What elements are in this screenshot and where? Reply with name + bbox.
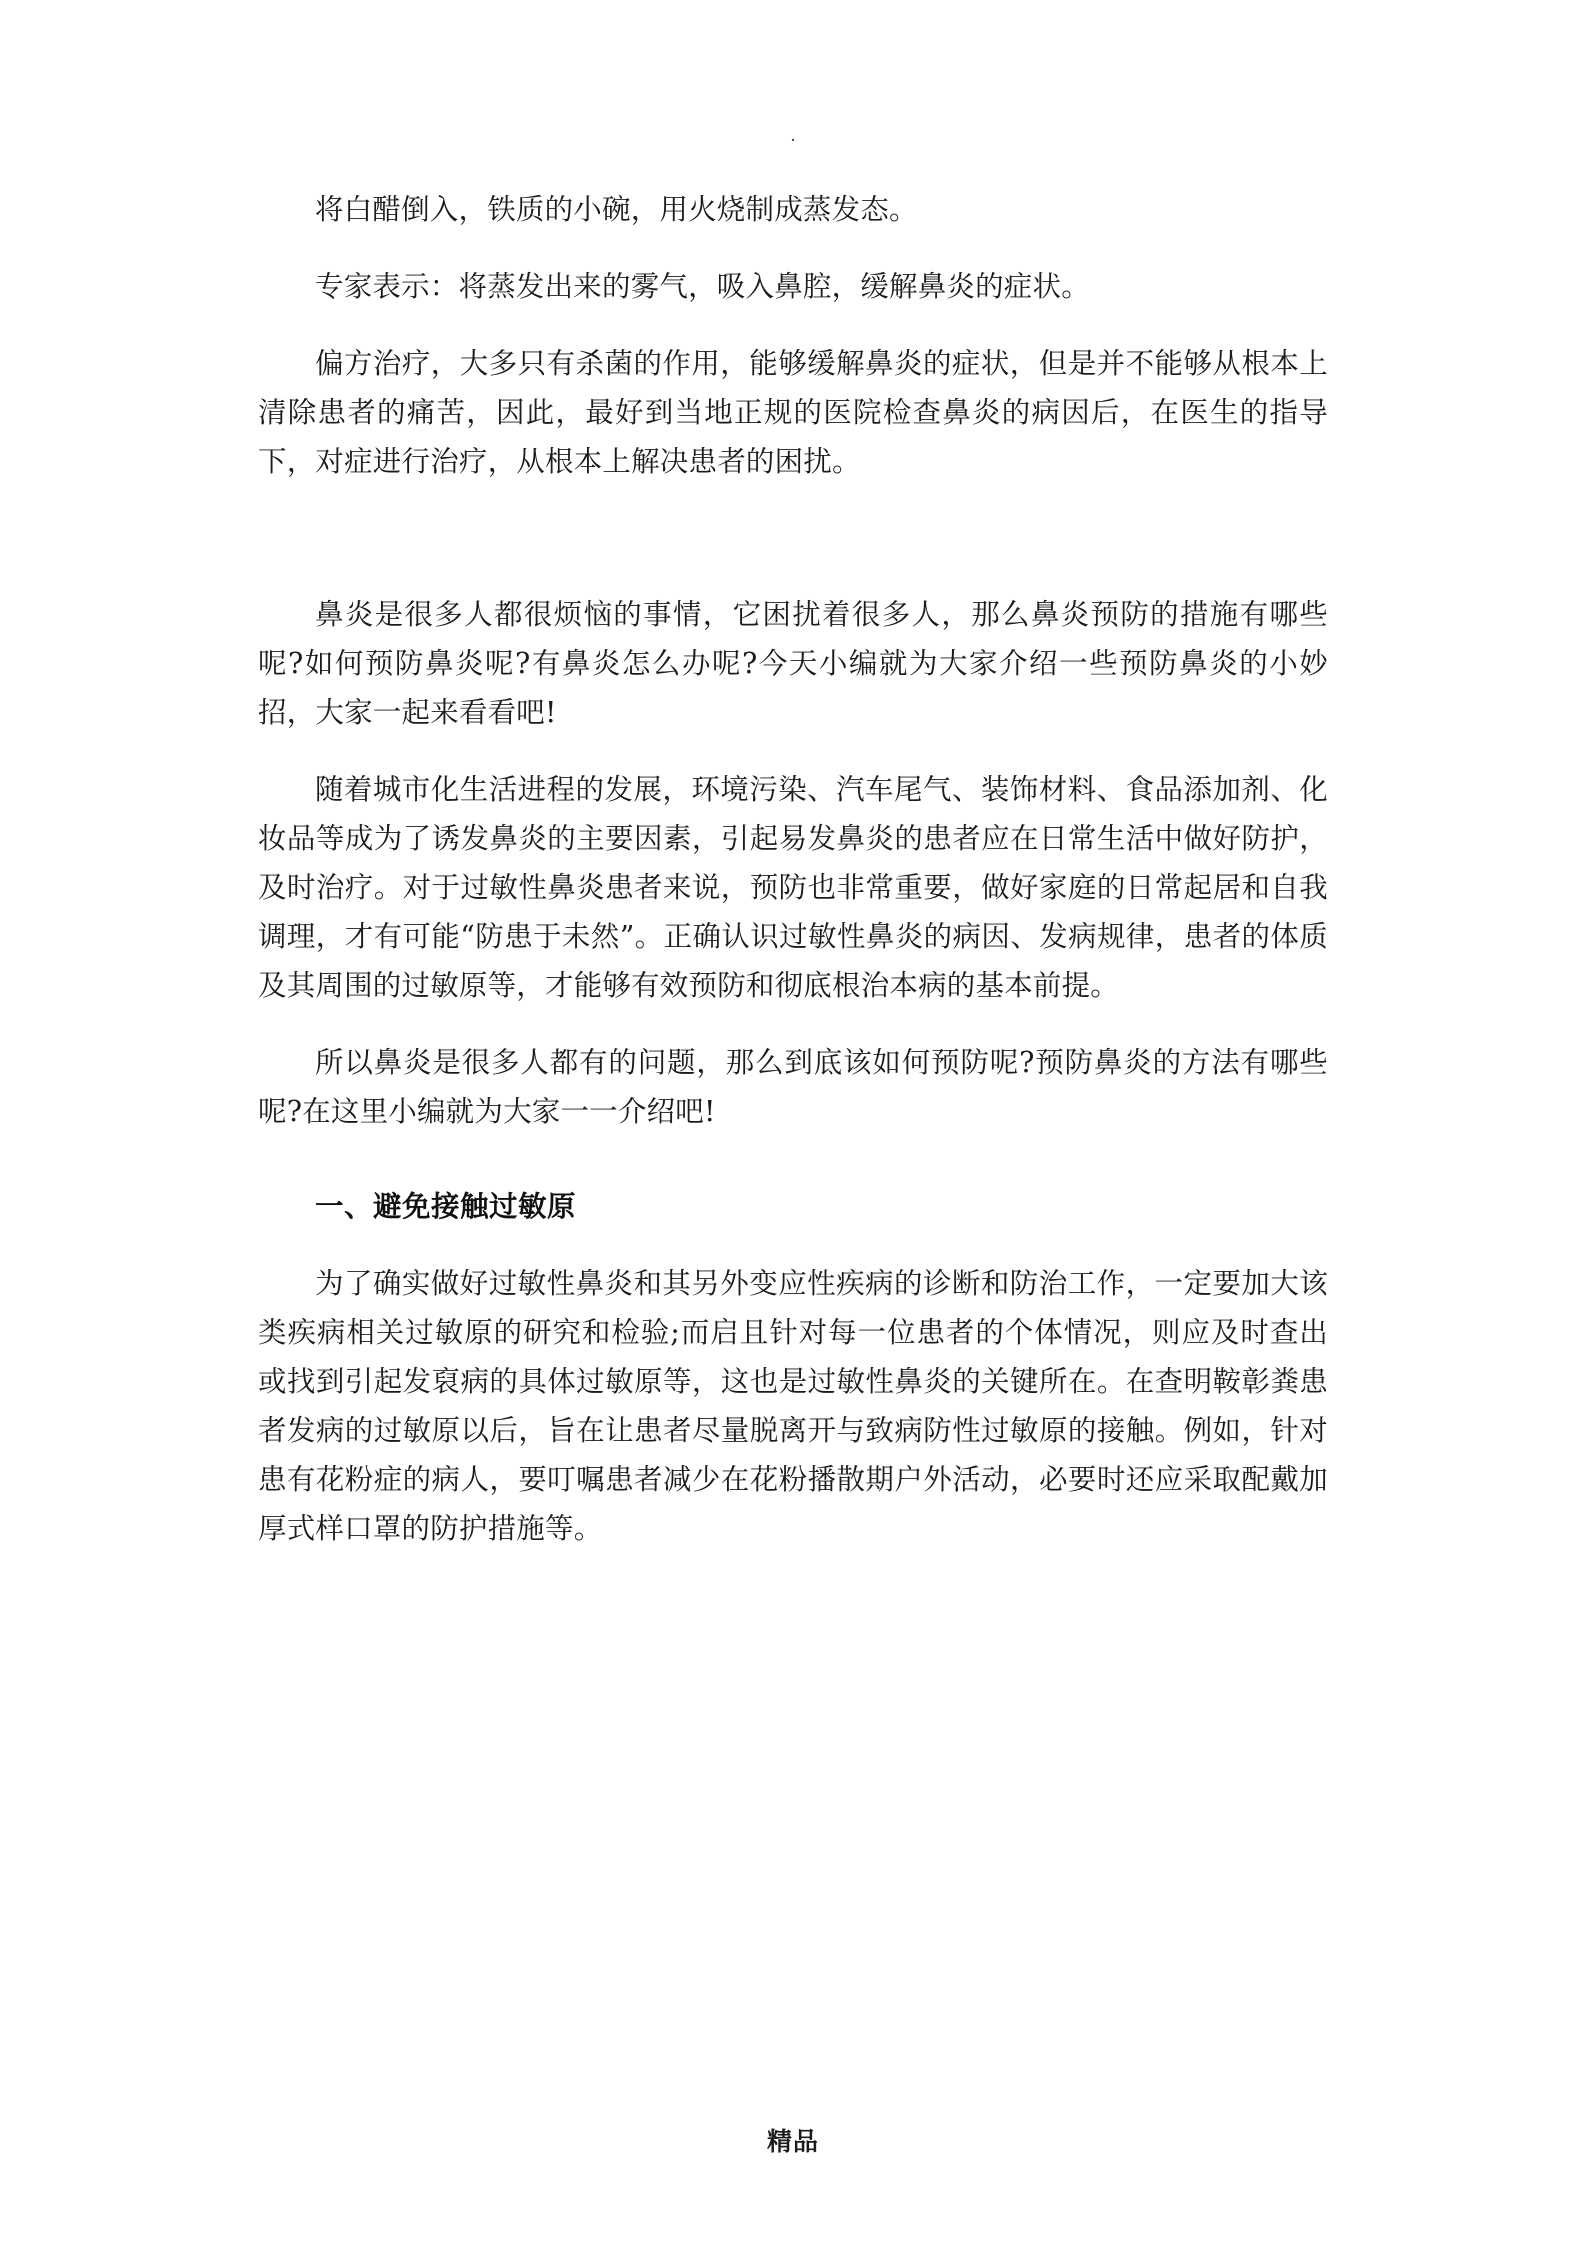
page-footer-label: 精品 bbox=[766, 2127, 819, 2156]
section-heading-avoid-allergens: 一、避免接触过敏原 bbox=[315, 1189, 577, 1224]
spacer bbox=[258, 311, 1328, 339]
spacer bbox=[258, 234, 1328, 262]
paragraph-2: 专家表示：将蒸发出来的雾气，吸入鼻腔，缓解鼻炎的症状。 bbox=[315, 270, 1090, 304]
spacer bbox=[258, 1231, 1328, 1259]
paragraph-6: 所以鼻炎是很多人都有的问题，那么到底该如何预防呢?预防鼻炎的方法有哪些呢?在这里小编就为大家一一介绍吧! bbox=[258, 1046, 1328, 1129]
section-paragraph: 为了确实做好过敏性鼻炎和其另外变应性疾病的诊断和防治工作，一定要加大该类疾病相关过敏原的研究和检验;而启且针对每一位患者的个体情况，则应及时查出或找到引起发裒病的具体过敏原等，这也是过敏性鼻炎的关键所在。在查明鞍彰粪患者发病的过敏原以后，旨在让患者尽量脱离开与致病防性过敏原的接触。例如，针对患有花粉症的病人，要叮嘱患者减少在花粉播散期户外活动，必要时还应采取配戴加厚式样口罩的防护措施等。 bbox=[258, 1267, 1328, 1546]
paragraph-3: 偏方治疗，大多只有杀菌的作用，能够缓解鼻炎的症状，但是并不能够从根本上清除患者的痛苦，因此，最好到当地正规的医院检查鼻炎的病因后，在医生的指导下，对症进行治疗，从根本上解决患者的困扰。 bbox=[258, 347, 1328, 479]
spacer bbox=[258, 737, 1328, 765]
paragraph-5: 随着城市化生活进程的发展，环境污染、汽车尾气、装饰材料、食品添加剂、化妆品等成为了诱发鼻炎的主要因素，引起易发鼻炎的患者应在日常生活中做好防护，及时治疗。对于过敏性鼻炎患者来说，预防也非常重要，做好家庭的日常起居和自我调理，才有可能“防患于未然”。正确认识过敏性鼻炎的病因、发病规律，患者的体质及其周围的过敏原等，才能够有效预防和彻底根治本病的基本前提。 bbox=[258, 773, 1328, 1003]
spacer bbox=[258, 486, 1328, 590]
spacer bbox=[258, 1010, 1328, 1038]
paragraph-1: 将白醋倒入，铁质的小碗，用火烧制成蒸发态。 bbox=[315, 193, 918, 226]
document-body bbox=[258, 185, 1328, 1553]
paragraph-4: 鼻炎是很多人都很烦恼的事情，它困扰着很多人，那么鼻炎预防的措施有哪些呢?如何预防鼻炎呢?有鼻炎怎么办呢?今天小编就为大家介绍一些预防鼻炎的小妙招，大家一起来看看吧! bbox=[258, 598, 1328, 730]
spacer bbox=[258, 1136, 1328, 1182]
page-header-mark: . bbox=[790, 126, 796, 146]
